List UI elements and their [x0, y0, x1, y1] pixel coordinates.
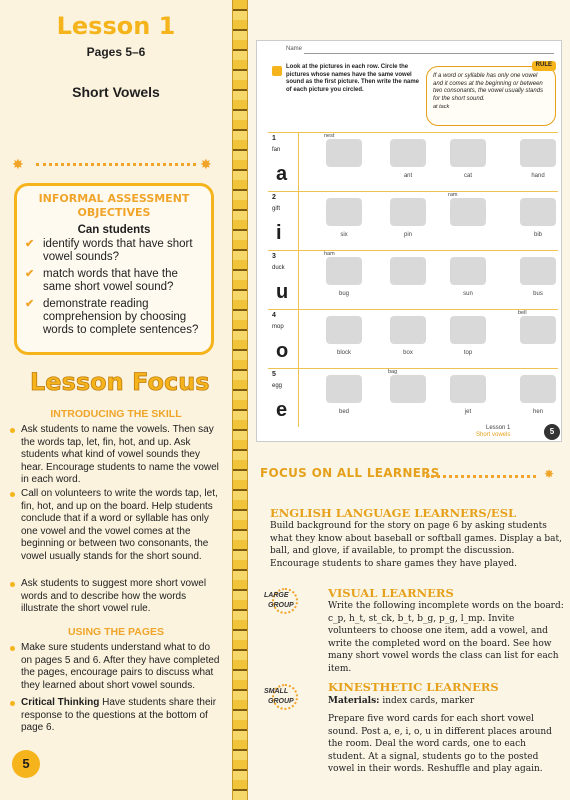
picture-label: sun [463, 291, 473, 297]
row-number: 3 [272, 253, 276, 260]
small-group-icon [264, 684, 302, 718]
worksheet-row [268, 132, 558, 190]
objective-item [25, 298, 203, 337]
bullet-item [10, 578, 222, 616]
example-word: fan [272, 147, 281, 153]
row-number: 2 [272, 194, 276, 201]
picture-label: top [463, 350, 473, 356]
footer-lesson: Lesson 1 [486, 425, 511, 431]
picture-cell[interactable] [388, 198, 428, 238]
picture-image [326, 198, 362, 226]
picture-image [520, 316, 556, 344]
large-group-icon [264, 588, 302, 622]
bullet-dot [10, 428, 15, 433]
picture-label: pin [403, 232, 412, 238]
picture-tag: ram [448, 192, 458, 198]
picture-image [520, 257, 556, 285]
lesson-topic: Short Vowels [72, 84, 160, 100]
picture-tag: bell [518, 310, 527, 316]
picture-image [450, 139, 486, 167]
dotted-divider [36, 163, 196, 166]
picture-image [390, 316, 426, 344]
bullet-text: Ask students to suggest more short vowel words and to describe how the words illustrate the short vowel rule. [21, 578, 207, 614]
example-word: mop [272, 324, 284, 330]
picture-cell[interactable] [448, 139, 488, 179]
row-divider [298, 369, 299, 427]
row-vowel: u [276, 281, 289, 303]
name-line [304, 53, 554, 54]
kinesthetic-text: Prepare five word cards for each short vowel sound. Post a, e, i, o, u in different places around the room. Deal the word cards, one to each student. At a signal, students go to the posted vowel in their words. Reshuffle and play again. [328, 714, 552, 774]
objective-item [25, 268, 203, 294]
bullet-text: Call on volunteers to write the words tap, let, fin, hot, and up on the board. Help students conclude that if a word or syllable has only one vowel and the vowel comes at the beginning or between two consonants, the vowel usually stands for the short sound. [21, 488, 218, 562]
rule-box [426, 62, 556, 126]
lesson-title: Lesson 1 [56, 12, 176, 40]
bullet-dot [10, 701, 15, 706]
picture-image [450, 198, 486, 226]
picture-cell[interactable] [518, 375, 558, 415]
teacher-guide-column [0, 0, 232, 800]
assessment-box [14, 183, 214, 355]
row-number: 5 [272, 371, 276, 378]
materials-label: Materials: [328, 696, 380, 706]
all-learners-banner: FOCUS ON ALL LEARNERS [260, 466, 440, 480]
bullet-text: Have students share their response to the questions at the bottom of page 6. [21, 697, 217, 733]
picture-image [450, 316, 486, 344]
picture-label: block [336, 350, 351, 356]
picture-cell[interactable] [448, 192, 488, 232]
kinesthetic-heading: KINESTHETIC LEARNERS [328, 680, 499, 694]
group-size-label: LARGE [264, 592, 289, 599]
assessment-heading-line1: INFORMAL ASSESSMENT [38, 192, 190, 205]
row-vowel: e [276, 399, 288, 421]
bullet-item [10, 488, 222, 563]
picture-cell[interactable] [324, 198, 364, 238]
visual-heading: VISUAL LEARNERS [328, 586, 454, 600]
critical-thinking-label: Critical Thinking [21, 697, 100, 708]
star-icon: ✸ [544, 467, 555, 481]
objective-text: demonstrate reading comprehension by choosing words to complete sentences? [43, 298, 199, 336]
picture-cell[interactable] [388, 316, 428, 356]
example-word: gift [272, 206, 281, 212]
group-label: GROUP [268, 698, 294, 705]
picture-cell[interactable] [324, 316, 364, 356]
picture-label: ant [403, 173, 413, 179]
check-icon: ✔ [25, 238, 35, 250]
picture-label: jet [464, 409, 472, 415]
dotted-divider [426, 475, 536, 478]
check-icon: ✔ [25, 268, 35, 280]
row-divider [298, 251, 299, 309]
picture-cell[interactable] [448, 375, 488, 415]
objective-text: identify words that have short vowel sounds? [43, 238, 193, 263]
picture-image [450, 375, 486, 403]
row-divider [298, 310, 299, 368]
group-size-label: SMALL [264, 688, 289, 695]
picture-tag: bag [388, 369, 398, 375]
picture-cell[interactable] [448, 316, 488, 356]
book-spine [232, 0, 248, 800]
picture-cell[interactable] [448, 257, 488, 297]
footer-topic: Short vowels [476, 432, 511, 438]
picture-label: bug [338, 291, 349, 297]
picture-image [520, 198, 556, 226]
row-number: 4 [272, 312, 276, 319]
introducing-heading: INTRODUCING THE SKILL [50, 408, 182, 420]
assessment-heading-line2: OBJECTIVES [77, 206, 151, 219]
can-students-label: Can students [77, 224, 151, 236]
example-word: duck [272, 265, 285, 271]
instruction-icon [272, 66, 282, 76]
worksheet-row [268, 309, 558, 367]
picture-label: hand [531, 173, 545, 179]
picture-label: box [403, 350, 413, 356]
row-number: 1 [272, 135, 276, 142]
picture-image [326, 139, 362, 167]
worksheet-row [268, 368, 558, 426]
student-page-column [248, 0, 570, 800]
picture-cell[interactable] [324, 375, 364, 415]
picture-cell[interactable] [388, 369, 428, 409]
row-divider [298, 192, 299, 250]
example-word: egg [272, 383, 283, 389]
check-icon: ✔ [25, 298, 35, 310]
picture-cell[interactable] [518, 198, 558, 238]
picture-image [390, 375, 426, 403]
row-vowel: o [276, 340, 289, 362]
picture-label: bed [338, 409, 349, 415]
picture-cell[interactable] [324, 133, 364, 173]
worksheet-instructions: Look at the pictures in each row. Circle the pictures whose names have the same vowel sound as the first picture. Then write the name of each picture you circled. [286, 64, 420, 93]
picture-label: bib [533, 232, 542, 238]
picture-label: bus [533, 291, 543, 297]
picture-cell[interactable] [324, 251, 364, 297]
picture-cell[interactable] [388, 139, 428, 179]
worksheet-page-number: 5 [544, 424, 560, 440]
page-number-badge: 5 [12, 750, 40, 778]
picture-image [390, 139, 426, 167]
bullet-item [10, 697, 222, 735]
bullet-text: Ask students to name the vowels. Then say the words tap, let, fin, hot, and up. Ask students what kind of vowel sounds they hear. Encourage students to name the vowel in each word. [21, 424, 219, 485]
picture-label: cat [463, 173, 472, 179]
ell-heading: ENGLISH LANGUAGE LEARNERS/ESL [270, 506, 517, 520]
row-divider [298, 133, 299, 191]
visual-text: Write the following incomplete words on the board: c_p, h_t, st_ck, b_t, b_g, p_g, l_mp. Invite volunteers to choose one item, add a vowel, and write the completed word on the board. See how many short vowel words the class can list for each item. [328, 601, 564, 674]
materials-line [328, 695, 564, 708]
picture-cell[interactable] [388, 257, 428, 291]
worksheet-row [268, 191, 558, 249]
picture-tag: nest [324, 133, 335, 139]
rule-example: at tack [433, 104, 450, 110]
star-icon: ✸ [12, 156, 24, 172]
using-pages-heading: USING THE PAGES [67, 626, 165, 638]
picture-image [390, 257, 426, 285]
picture-image [390, 198, 426, 226]
materials-text: index cards, marker [382, 696, 475, 706]
row-vowel: a [276, 163, 288, 185]
picture-label: six [340, 232, 348, 238]
picture-label: hen [532, 409, 543, 415]
assessment-heading [25, 192, 203, 220]
picture-image [450, 257, 486, 285]
page-range: Pages 5–6 [86, 45, 146, 59]
picture-image [520, 139, 556, 167]
picture-image [520, 375, 556, 403]
picture-image [326, 257, 362, 285]
objective-text: match words that have the same short vowel sound? [43, 268, 178, 293]
group-label: GROUP [268, 602, 294, 609]
worksheet-row [268, 250, 558, 308]
picture-image [326, 375, 362, 403]
objective-item [25, 238, 203, 264]
bullet-dot [10, 582, 15, 587]
picture-tag: ham [324, 251, 335, 257]
lesson-focus-title: Lesson Focus [30, 368, 210, 396]
picture-image [326, 316, 362, 344]
picture-cell[interactable] [518, 257, 558, 297]
row-vowel: i [276, 222, 282, 244]
star-icon: ✸ [200, 156, 212, 172]
picture-cell[interactable] [518, 139, 558, 179]
picture-cell[interactable] [518, 310, 558, 350]
bullet-item [10, 642, 222, 692]
bullet-dot [10, 646, 15, 651]
bullet-dot [10, 492, 15, 497]
rule-tag: RULE [532, 61, 556, 71]
bullet-item [10, 424, 222, 487]
bullet-text: Make sure students understand what to do on pages 5 and 6. After they have completed the pages, encourage pairs to discuss what they learned about short vowel sounds. [21, 642, 220, 691]
rule-text: If a word or syllable has only one vowel and it comes at the beginning or between two consonants, the vowel usually stands for the short sound. [433, 73, 544, 102]
ell-text: Build background for the story on page 6 by asking students what they know about baseball or softball games. Display a bat, ball, and glove, if available, to prompt the discussion. Encourage students to share games they have played. [270, 521, 563, 569]
worksheet-footer [476, 425, 510, 439]
name-label: Name [286, 46, 303, 52]
